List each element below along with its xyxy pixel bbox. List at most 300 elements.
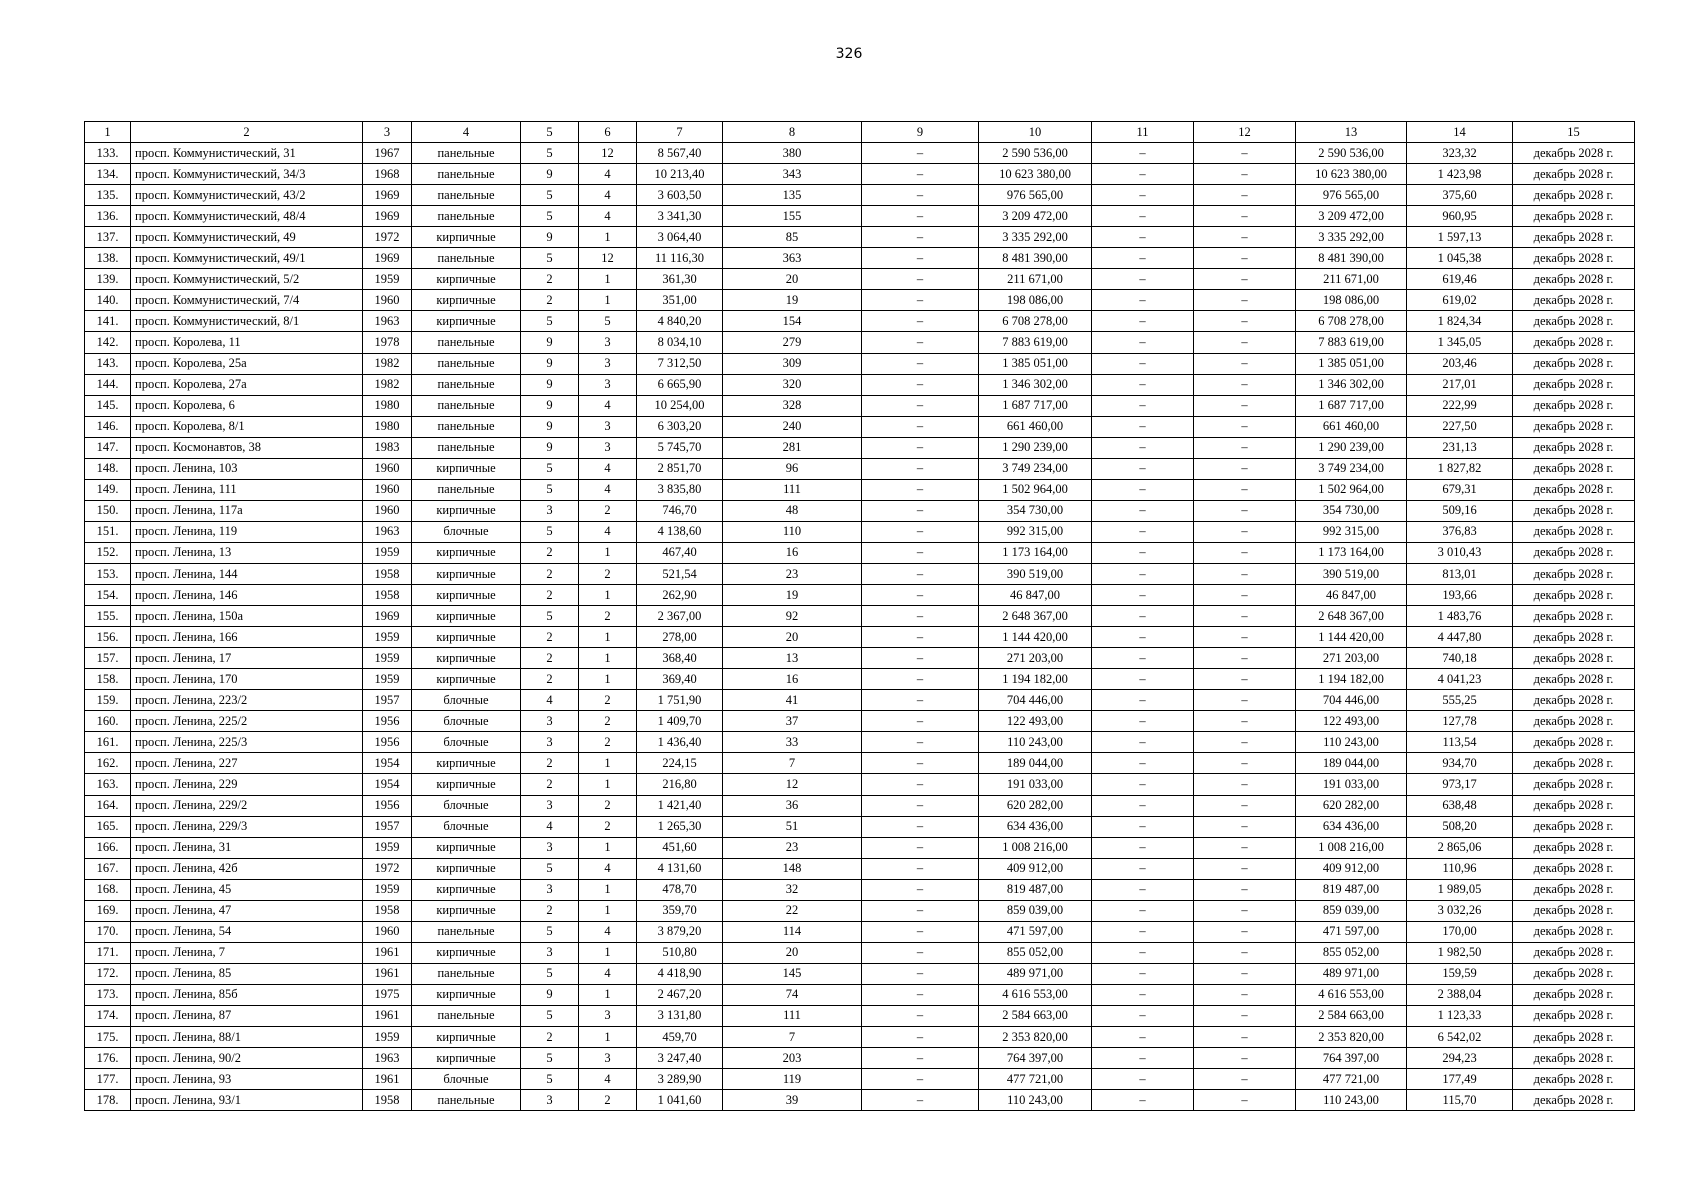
table-cell: –	[1092, 374, 1194, 395]
table-cell: панельные	[412, 921, 521, 942]
table-cell: просп. Коммунистический, 31	[131, 143, 363, 164]
table-cell: декабрь 2028 г.	[1513, 542, 1635, 563]
table-cell: –	[862, 227, 979, 248]
table-cell: 704 446,00	[1296, 690, 1407, 711]
table-cell: 172.	[85, 963, 131, 984]
table-cell: 158.	[85, 669, 131, 690]
table-cell: 224,15	[637, 753, 723, 774]
table-cell: кирпичные	[412, 269, 521, 290]
table-cell: 191 033,00	[1296, 774, 1407, 795]
table-cell: –	[862, 332, 979, 353]
table-cell: 1963	[363, 521, 412, 542]
table-cell: –	[1194, 606, 1296, 627]
table-cell: –	[1092, 963, 1194, 984]
table-cell: панельные	[412, 374, 521, 395]
table-cell: 634 436,00	[979, 816, 1092, 837]
table-cell: 1954	[363, 774, 412, 795]
table-cell: блочные	[412, 711, 521, 732]
table-cell: –	[1092, 500, 1194, 521]
table-cell: 37	[723, 711, 862, 732]
table-cell: 134.	[85, 164, 131, 185]
table-cell: 375,60	[1407, 185, 1513, 206]
table-cell: просп. Коммунистический, 5/2	[131, 269, 363, 290]
table-cell: 23	[723, 837, 862, 858]
table-cell: 471 597,00	[979, 921, 1092, 942]
table-cell: 240	[723, 416, 862, 437]
table-cell: 231,13	[1407, 437, 1513, 458]
table-cell: 1969	[363, 606, 412, 627]
table-cell: 3	[579, 416, 637, 437]
table-cell: 3	[579, 1048, 637, 1069]
table-row	[85, 416, 1635, 437]
table-cell: 1 751,90	[637, 690, 723, 711]
table-cell: 1	[579, 753, 637, 774]
table-cell: 167.	[85, 858, 131, 879]
table-cell: просп. Коммунистический, 49	[131, 227, 363, 248]
table-cell: 521,54	[637, 563, 723, 584]
table-cell: 4 041,23	[1407, 669, 1513, 690]
table-cell: 1961	[363, 1069, 412, 1090]
table-row	[85, 1027, 1635, 1048]
table-cell: –	[862, 563, 979, 584]
table-cell: декабрь 2028 г.	[1513, 206, 1635, 227]
table-cell: –	[1194, 542, 1296, 563]
table-cell: 4	[579, 963, 637, 984]
table-cell: 992 315,00	[979, 521, 1092, 542]
table-cell: 159,59	[1407, 963, 1513, 984]
table-cell: 2 584 663,00	[979, 1005, 1092, 1026]
table-cell: 141.	[85, 311, 131, 332]
column-header: 15	[1513, 122, 1635, 143]
table-cell: 467,40	[637, 542, 723, 563]
table-cell: 279	[723, 332, 862, 353]
column-header: 11	[1092, 122, 1194, 143]
table-cell: 1958	[363, 585, 412, 606]
table-cell: 764 397,00	[979, 1048, 1092, 1069]
table-cell: –	[1194, 206, 1296, 227]
table-cell: 9	[521, 374, 579, 395]
table-cell: 159.	[85, 690, 131, 711]
table-cell: 151.	[85, 521, 131, 542]
table-cell: 3	[579, 437, 637, 458]
table-cell: 2 367,00	[637, 606, 723, 627]
table-cell: –	[1092, 774, 1194, 795]
table-cell: 1959	[363, 648, 412, 669]
table-cell: 6 303,20	[637, 416, 723, 437]
table-cell: 5	[521, 921, 579, 942]
table-cell: декабрь 2028 г.	[1513, 353, 1635, 374]
table-cell: 2 851,70	[637, 458, 723, 479]
table-cell: 198 086,00	[1296, 290, 1407, 311]
table-cell: 85	[723, 227, 862, 248]
table-cell: просп. Королева, 8/1	[131, 416, 363, 437]
table-cell: –	[1092, 437, 1194, 458]
table-cell: просп. Ленина, 170	[131, 669, 363, 690]
table-cell: 111	[723, 1005, 862, 1026]
table-cell: –	[1194, 353, 1296, 374]
table-cell: 111	[723, 479, 862, 500]
table-cell: 351,00	[637, 290, 723, 311]
table-cell: 175.	[85, 1027, 131, 1048]
table-cell: 3 835,80	[637, 479, 723, 500]
table-cell: 934,70	[1407, 753, 1513, 774]
table-cell: –	[1092, 290, 1194, 311]
table-cell: декабрь 2028 г.	[1513, 816, 1635, 837]
table-row	[85, 879, 1635, 900]
table-cell: декабрь 2028 г.	[1513, 458, 1635, 479]
table-cell: кирпичные	[412, 227, 521, 248]
table-cell: 178.	[85, 1090, 131, 1111]
table-cell: 1 989,05	[1407, 879, 1513, 900]
table-cell: –	[1092, 164, 1194, 185]
table-cell: –	[1194, 332, 1296, 353]
table-cell: –	[1092, 458, 1194, 479]
table-cell: 1 173 164,00	[979, 542, 1092, 563]
table-cell: 859 039,00	[1296, 900, 1407, 921]
table-cell: –	[862, 353, 979, 374]
table-cell: 661 460,00	[979, 416, 1092, 437]
table-cell: –	[1194, 227, 1296, 248]
table-cell: 10 213,40	[637, 164, 723, 185]
table-cell: –	[1092, 542, 1194, 563]
table-cell: 161.	[85, 732, 131, 753]
table-cell: 5	[579, 311, 637, 332]
table-cell: 16	[723, 542, 862, 563]
table-cell: 3	[521, 711, 579, 732]
table-cell: декабрь 2028 г.	[1513, 837, 1635, 858]
table-cell: –	[1194, 1069, 1296, 1090]
table-cell: –	[862, 963, 979, 984]
table-cell: декабрь 2028 г.	[1513, 248, 1635, 269]
table-cell: 679,31	[1407, 479, 1513, 500]
table-cell: кирпичные	[412, 627, 521, 648]
table-cell: 7 312,50	[637, 353, 723, 374]
table-cell: 478,70	[637, 879, 723, 900]
table-row	[85, 669, 1635, 690]
table-cell: 154	[723, 311, 862, 332]
table-cell: –	[1092, 921, 1194, 942]
table-row	[85, 585, 1635, 606]
table-cell: –	[862, 269, 979, 290]
table-cell: 271 203,00	[1296, 648, 1407, 669]
table-cell: 4	[579, 458, 637, 479]
table-cell: 5	[521, 858, 579, 879]
table-cell: 4	[579, 858, 637, 879]
table-cell: –	[1092, 395, 1194, 416]
table-cell: 149.	[85, 479, 131, 500]
table-cell: 1	[579, 879, 637, 900]
table-cell: 113,54	[1407, 732, 1513, 753]
table-cell: панельные	[412, 353, 521, 374]
table-cell: –	[1194, 753, 1296, 774]
table-cell: –	[1194, 521, 1296, 542]
table-cell: 156.	[85, 627, 131, 648]
table-cell: –	[862, 879, 979, 900]
table-cell: –	[1194, 500, 1296, 521]
table-cell: 1968	[363, 164, 412, 185]
table-cell: 1959	[363, 1027, 412, 1048]
table-cell: 3	[579, 353, 637, 374]
table-cell: 13	[723, 648, 862, 669]
table-cell: –	[1194, 648, 1296, 669]
table-cell: просп. Ленина, 90/2	[131, 1048, 363, 1069]
table-cell: 1 008 216,00	[1296, 837, 1407, 858]
table-cell: 3	[521, 500, 579, 521]
table-cell: 1960	[363, 500, 412, 521]
table-cell: 189 044,00	[1296, 753, 1407, 774]
table-cell: 3	[521, 879, 579, 900]
table-cell: 1963	[363, 1048, 412, 1069]
table-cell: декабрь 2028 г.	[1513, 921, 1635, 942]
table-cell: 7 883 619,00	[979, 332, 1092, 353]
table-cell: 1960	[363, 921, 412, 942]
table-cell: –	[1092, 942, 1194, 963]
table-cell: –	[1092, 627, 1194, 648]
table-cell: декабрь 2028 г.	[1513, 942, 1635, 963]
table-cell: 163.	[85, 774, 131, 795]
table-cell: 354 730,00	[1296, 500, 1407, 521]
table-cell: панельные	[412, 1005, 521, 1026]
table-cell: 1963	[363, 311, 412, 332]
table-cell: 9	[521, 164, 579, 185]
table-cell: просп. Ленина, 229/2	[131, 795, 363, 816]
table-cell: панельные	[412, 164, 521, 185]
table-cell: декабрь 2028 г.	[1513, 437, 1635, 458]
table-row	[85, 1069, 1635, 1090]
table-cell: 361,30	[637, 269, 723, 290]
table-cell: 110 243,00	[1296, 732, 1407, 753]
table-cell: просп. Коммунистический, 7/4	[131, 290, 363, 311]
table-cell: 1	[579, 900, 637, 921]
table-cell: просп. Ленина, 117а	[131, 500, 363, 521]
table-cell: 1 173 164,00	[1296, 542, 1407, 563]
table-cell: 4	[521, 690, 579, 711]
table-cell: 9	[521, 332, 579, 353]
table-cell: 1 687 717,00	[1296, 395, 1407, 416]
page-number: 326	[835, 46, 863, 62]
table-cell: 1982	[363, 374, 412, 395]
table-cell: 369,40	[637, 669, 723, 690]
table-cell: 1 502 964,00	[1296, 479, 1407, 500]
table-cell: –	[1092, 669, 1194, 690]
table-cell: 155	[723, 206, 862, 227]
table-cell: 4	[579, 206, 637, 227]
table-cell: декабрь 2028 г.	[1513, 143, 1635, 164]
table-cell: панельные	[412, 143, 521, 164]
table-cell: –	[862, 437, 979, 458]
table-cell: 271 203,00	[979, 648, 1092, 669]
table-cell: 4 616 553,00	[979, 984, 1092, 1005]
table-cell: 9	[521, 227, 579, 248]
table-row	[85, 900, 1635, 921]
table-cell: 4	[579, 521, 637, 542]
table-cell: –	[1092, 206, 1194, 227]
table-cell: 3	[521, 837, 579, 858]
table-cell: 136.	[85, 206, 131, 227]
table-cell: декабрь 2028 г.	[1513, 627, 1635, 648]
table-cell: 1959	[363, 879, 412, 900]
table-cell: 2 865,06	[1407, 837, 1513, 858]
table-cell: 92	[723, 606, 862, 627]
table-cell: –	[1092, 858, 1194, 879]
table-cell: 1 597,13	[1407, 227, 1513, 248]
table-cell: 140.	[85, 290, 131, 311]
table-cell: 1956	[363, 732, 412, 753]
column-header: 12	[1194, 122, 1296, 143]
table-cell: –	[862, 816, 979, 837]
table-cell: 3 289,90	[637, 1069, 723, 1090]
table-cell: просп. Ленина, 223/2	[131, 690, 363, 711]
table-cell: 3 603,50	[637, 185, 723, 206]
table-cell: 1969	[363, 248, 412, 269]
table-cell: –	[1092, 1027, 1194, 1048]
table-cell: –	[1194, 900, 1296, 921]
table-cell: 1960	[363, 290, 412, 311]
table-cell: 10 623 380,00	[979, 164, 1092, 185]
table-cell: –	[1194, 269, 1296, 290]
table-cell: –	[862, 290, 979, 311]
table-cell: –	[1194, 837, 1296, 858]
table-cell: 9	[521, 353, 579, 374]
table-cell: 110 243,00	[979, 732, 1092, 753]
table-cell: просп. Ленина, 111	[131, 479, 363, 500]
table-cell: 8 567,40	[637, 143, 723, 164]
table-cell: 1 144 420,00	[1296, 627, 1407, 648]
table-cell: просп. Королева, 11	[131, 332, 363, 353]
table-cell: 9	[521, 395, 579, 416]
table-cell: 3 341,30	[637, 206, 723, 227]
table-cell: 2	[521, 290, 579, 311]
table-cell: 4 138,60	[637, 521, 723, 542]
table-cell: 5	[521, 185, 579, 206]
table-cell: 1969	[363, 206, 412, 227]
table-row	[85, 500, 1635, 521]
table-cell: 3	[579, 332, 637, 353]
table-cell: 5	[521, 1048, 579, 1069]
table-cell: –	[862, 669, 979, 690]
table-cell: 555,25	[1407, 690, 1513, 711]
table-cell: декабрь 2028 г.	[1513, 690, 1635, 711]
table-cell: 2	[579, 606, 637, 627]
table-cell: –	[1092, 311, 1194, 332]
table-cell: 328	[723, 395, 862, 416]
table-cell: 5	[521, 458, 579, 479]
table-cell: декабрь 2028 г.	[1513, 1090, 1635, 1111]
table-cell: 1972	[363, 227, 412, 248]
table-cell: –	[862, 858, 979, 879]
table-cell: 2	[521, 627, 579, 648]
table-cell: –	[862, 732, 979, 753]
table-cell: декабрь 2028 г.	[1513, 1005, 1635, 1026]
table-cell: 2	[521, 1027, 579, 1048]
table-row	[85, 269, 1635, 290]
table-cell: 1956	[363, 711, 412, 732]
table-cell: блочные	[412, 1069, 521, 1090]
table-cell: 9	[521, 437, 579, 458]
table-cell: панельные	[412, 1090, 521, 1111]
table-cell: –	[1194, 690, 1296, 711]
table-cell: декабрь 2028 г.	[1513, 290, 1635, 311]
table-cell: –	[862, 1069, 979, 1090]
table-row	[85, 690, 1635, 711]
table-cell: –	[1092, 900, 1194, 921]
table-cell: кирпичные	[412, 858, 521, 879]
column-header: 13	[1296, 122, 1407, 143]
table-cell: 1	[579, 1027, 637, 1048]
table-cell: декабрь 2028 г.	[1513, 858, 1635, 879]
table-cell: 5 745,70	[637, 437, 723, 458]
table-cell: –	[862, 753, 979, 774]
table-cell: 177.	[85, 1069, 131, 1090]
table-cell: –	[862, 164, 979, 185]
table-cell: 217,01	[1407, 374, 1513, 395]
column-header: 9	[862, 122, 979, 143]
table-body	[85, 143, 1635, 1111]
table-cell: 1959	[363, 669, 412, 690]
table-cell: 227,50	[1407, 416, 1513, 437]
table-cell: 5	[521, 1069, 579, 1090]
table-cell: декабрь 2028 г.	[1513, 521, 1635, 542]
table-cell: декабрь 2028 г.	[1513, 774, 1635, 795]
table-cell: 12	[579, 248, 637, 269]
table-cell: 110 243,00	[1296, 1090, 1407, 1111]
table-cell: 191 033,00	[979, 774, 1092, 795]
table-cell: –	[862, 1005, 979, 1026]
table-cell: кирпичные	[412, 648, 521, 669]
table-cell: 3 749 234,00	[979, 458, 1092, 479]
table-cell: 2	[579, 690, 637, 711]
column-header: 6	[579, 122, 637, 143]
table-cell: 704 446,00	[979, 690, 1092, 711]
table-cell: 164.	[85, 795, 131, 816]
table-cell: декабрь 2028 г.	[1513, 585, 1635, 606]
table-cell: просп. Коммунистический, 49/1	[131, 248, 363, 269]
table-cell: 1	[579, 585, 637, 606]
table-cell: декабрь 2028 г.	[1513, 269, 1635, 290]
table-cell: –	[862, 795, 979, 816]
table-cell: просп. Ленина, 144	[131, 563, 363, 584]
table-cell: –	[1092, 185, 1194, 206]
table-cell: 1 346 302,00	[979, 374, 1092, 395]
table-cell: 211 671,00	[1296, 269, 1407, 290]
table-cell: 813,01	[1407, 563, 1513, 584]
table-cell: кирпичные	[412, 563, 521, 584]
table-cell: кирпичные	[412, 458, 521, 479]
table-cell: 1 385 051,00	[979, 353, 1092, 374]
table-cell: –	[1092, 1005, 1194, 1026]
table-cell: 122 493,00	[979, 711, 1092, 732]
table-cell: кирпичные	[412, 290, 521, 311]
table-cell: кирпичные	[412, 1048, 521, 1069]
table-cell: 3 209 472,00	[1296, 206, 1407, 227]
table-cell: 1 045,38	[1407, 248, 1513, 269]
table-cell: 137.	[85, 227, 131, 248]
table-cell: 278,00	[637, 627, 723, 648]
table-cell: 2 353 820,00	[979, 1027, 1092, 1048]
table-cell: –	[862, 837, 979, 858]
table-cell: 2	[521, 753, 579, 774]
table-cell: 2	[521, 542, 579, 563]
table-row	[85, 1090, 1635, 1111]
table-row	[85, 521, 1635, 542]
table-cell: 20	[723, 627, 862, 648]
table-cell: 1 409,70	[637, 711, 723, 732]
table-cell: –	[1194, 816, 1296, 837]
table-cell: 2	[521, 269, 579, 290]
table-cell: декабрь 2028 г.	[1513, 332, 1635, 353]
table-cell: просп. Ленина, 17	[131, 648, 363, 669]
table-cell: –	[1092, 521, 1194, 542]
